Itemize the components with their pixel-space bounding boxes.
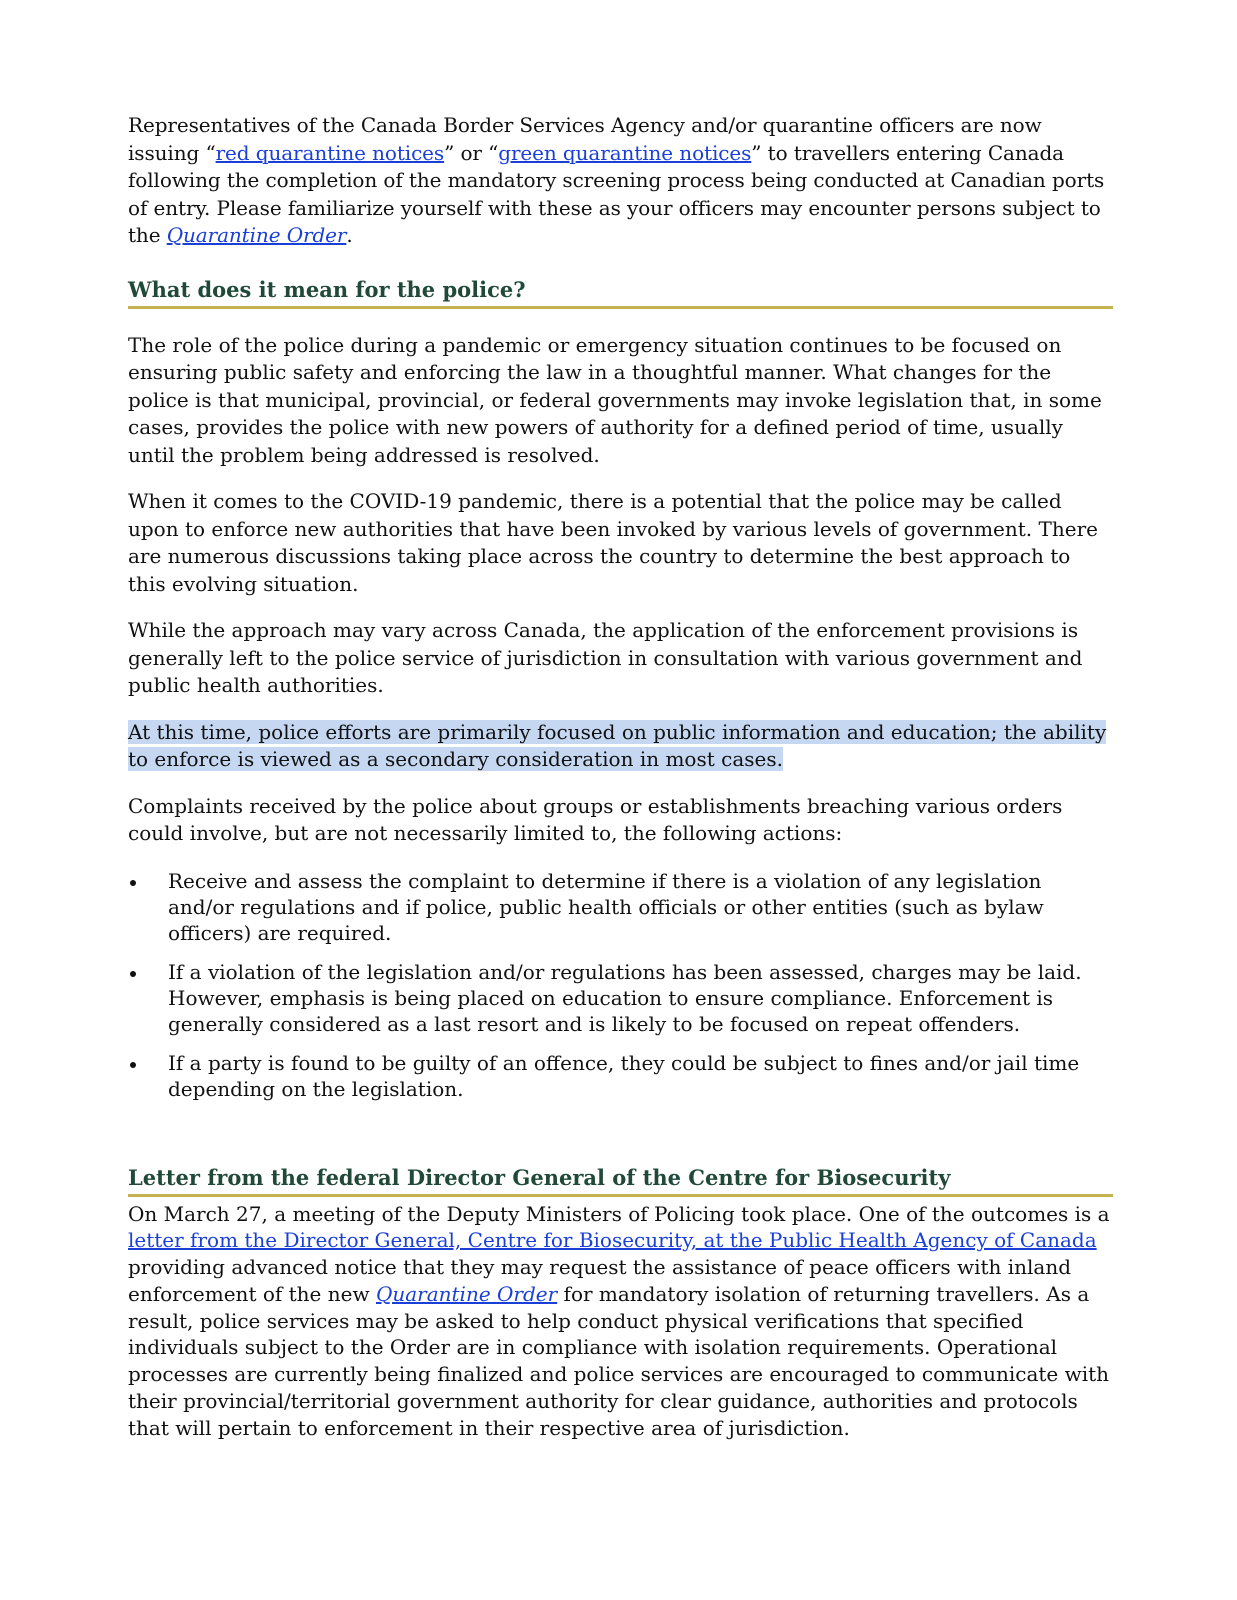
intro-text-4: . (346, 223, 353, 247)
list-item: If a violation of the legislation and/or regulations has been assessed, charges may be laid. However, emphasis is being placed on education to ensure compliance. Enforcement is generally considered as a last resort and is likely to be focused on repeat offenders. (128, 959, 1113, 1037)
text-selection-highlight[interactable]: At this time, police efforts are primarily focused on public information and education; the ability to enforce is viewed as a secondary consideration in most cases. (128, 719, 1107, 771)
approach-paragraph: While the approach may vary across Canada, the application of the enforcement provisions is generally left to the police service of jurisdiction in consultation with various government and public health authorities. (128, 618, 1083, 697)
section-heading-letter: Letter from the federal Director General of the Centre for Biosecurity (128, 1164, 1113, 1197)
highlighted-paragraph (128, 719, 1113, 774)
intro-text-1: Representatives of the Canada Border Services Agency and/or quarantine officers are now issuing “ (128, 113, 1042, 165)
police-role-paragraph: The role of the police during a pandemic or emergency situation continues to be focused on ensuring public safety and enforcing the law in a thoughtful manner. What changes for the police is that municipal, provincial, or federal governments may invoke legislation that, in some cases, provides the police with new powers of authority for a defined period of time, usually until the problem being addressed is resolved. (128, 332, 1102, 467)
document-page (128, 112, 1113, 1442)
bullet-icon (130, 971, 136, 977)
director-general-letter-link[interactable]: letter from the Director General, Centre for Biosecurity, at the Public Health Agency of Canada (128, 1228, 1097, 1253)
letter-text-3: for mandatory isolation of returning travellers. As a result, police services may be asked to help conduct physical verifications that specified individuals subject to the Order are in compliance with isolation requirements. Operational processes are currently being finalized and police services are encouraged to communicate with their provincial/territorial government authority for clear guidance, authorities and protocols that will pertain to enforcement in their respective area of jurisdiction. (128, 1281, 1110, 1440)
letter-paragraph (128, 1201, 1113, 1442)
quarantine-order-link[interactable]: Quarantine Order (166, 223, 347, 247)
list-item: If a party is found to be guilty of an offence, they could be subject to fines and/or jail time depending on the legislation. (128, 1050, 1113, 1102)
section-heading-police: What does it mean for the police? (128, 276, 1113, 309)
letter-text-2: providing advanced notice that they may request the assistance of peace officers with inland enforcement of the new (128, 1255, 1072, 1306)
actions-list (128, 868, 1113, 1102)
green-quarantine-notices-link[interactable]: green quarantine notices (498, 140, 752, 165)
intro-text-3: ” to travellers entering Canada following the completion of the mandatory screening process being conducted at Canadian ports of entry. Please familiarize yourself with these as your officers may encounter persons subject to the (128, 140, 1105, 247)
complaints-paragraph: Complaints received by the police about groups or establishments breaching various orders could involve, but are not necessarily limited to, the following actions: (128, 793, 1063, 845)
quarantine-order-link-2[interactable]: Quarantine Order (375, 1281, 558, 1306)
covid-paragraph: When it comes to the COVID-19 pandemic, there is a potential that the police may be called upon to enforce new authorities that have been invoked by various levels of government. There are numerous discussions taking place across the country to determine the best approach to this evolving situation. (128, 489, 1098, 596)
intro-text-2: ” or “ (444, 140, 499, 165)
letter-text-1: On March 27, a meeting of the Deputy Ministers of Policing took place. One of the outcomes is a (128, 1201, 1110, 1226)
intro-paragraph (128, 112, 1113, 250)
list-item: Receive and assess the complaint to determine if there is a violation of any legislation and/or regulations and if police, public health officials or other entities (such as bylaw officers) are required. (128, 868, 1113, 946)
bullet-icon (130, 1062, 136, 1068)
bullet-icon (130, 880, 136, 886)
red-quarantine-notices-link[interactable]: red quarantine notices (215, 140, 445, 165)
